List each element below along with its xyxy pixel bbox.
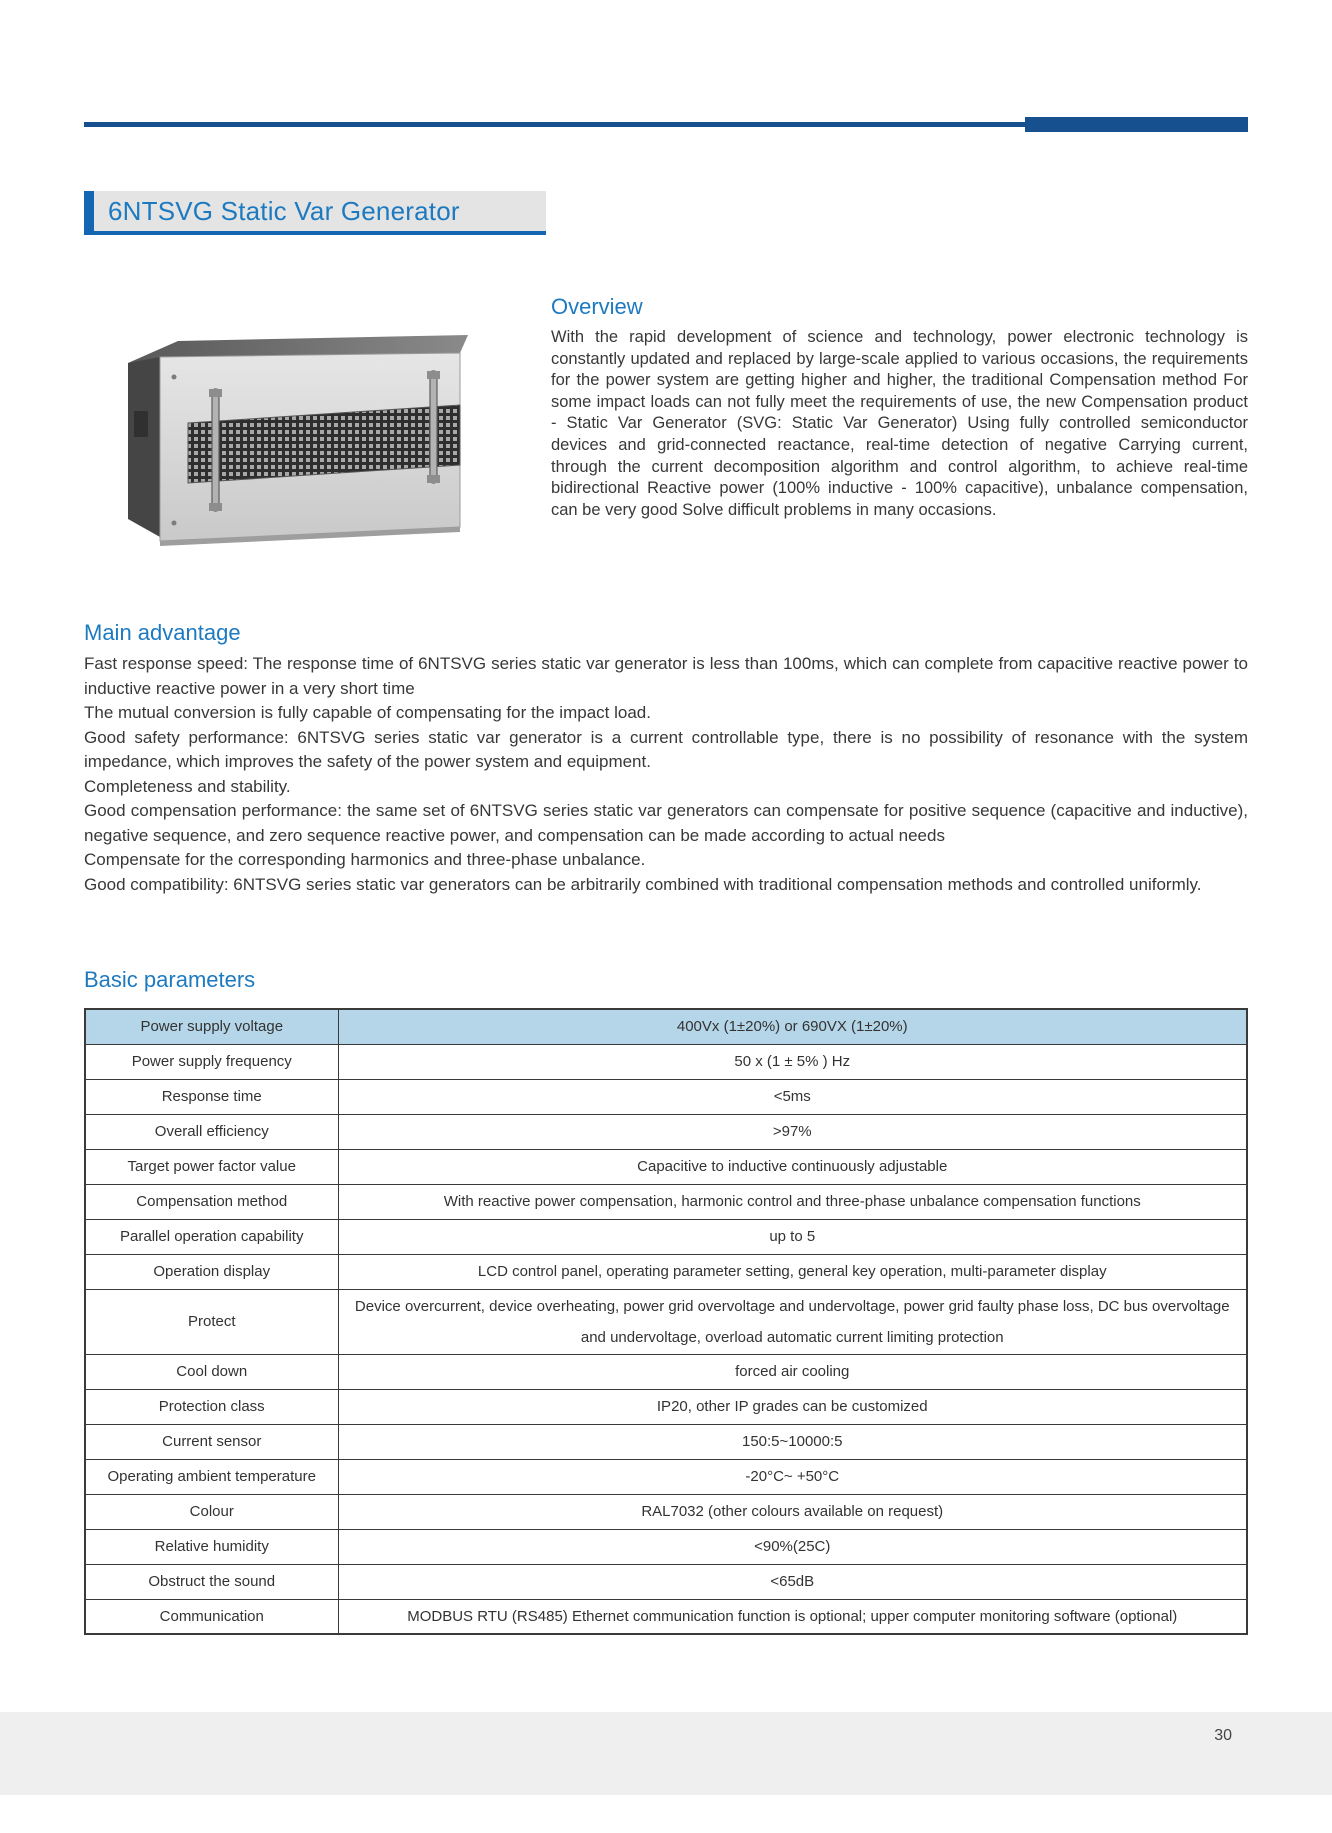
- parameters-table-body: [85, 1009, 1247, 1634]
- right-handle-cap-top: [427, 371, 440, 379]
- parameter-label: Power supply frequency: [85, 1044, 338, 1079]
- side-vent: [134, 411, 148, 437]
- parameter-value: LCD control panel, operating parameter setting, general key operation, multi-parameter display: [338, 1254, 1247, 1289]
- parameter-value: Device overcurrent, device overheating, power grid overvoltage and undervoltage, power grid faulty phase loss, DC bus overvoltage and undervoltage, overload automatic current limiting protection: [338, 1289, 1247, 1354]
- parameter-label: Current sensor: [85, 1424, 338, 1459]
- parameter-value: <5ms: [338, 1079, 1247, 1114]
- product-photo: [116, 331, 472, 547]
- header-rule-thin: [84, 122, 1025, 127]
- right-handle-cap-bottom: [427, 475, 440, 483]
- parameter-value: >97%: [338, 1114, 1247, 1149]
- parameter-label: Compensation method: [85, 1184, 338, 1219]
- main-advantage-items: [84, 652, 1248, 897]
- parameter-row: [85, 1009, 1247, 1044]
- parameter-row: [85, 1494, 1247, 1529]
- parameter-value: up to 5: [338, 1219, 1247, 1254]
- parameter-value: Capacitive to inductive continuously adjustable: [338, 1149, 1247, 1184]
- main-advantage-heading: Main advantage: [84, 620, 241, 645]
- parameter-value: 150:5~10000:5: [338, 1424, 1247, 1459]
- page-title: 6NTSVG Static Var Generator: [108, 195, 460, 226]
- parameter-label: Response time: [85, 1079, 338, 1114]
- parameter-row: [85, 1564, 1247, 1599]
- page-number: 30: [1214, 1727, 1232, 1744]
- cabinet-side: [128, 357, 160, 537]
- parameter-row: [85, 1459, 1247, 1494]
- parameter-label: Operating ambient temperature: [85, 1459, 338, 1494]
- parameter-label: Colour: [85, 1494, 338, 1529]
- parameter-label: Cool down: [85, 1354, 338, 1389]
- left-handle-cap-bottom: [209, 503, 222, 511]
- footer-band: [0, 1712, 1332, 1795]
- parameter-row: [85, 1254, 1247, 1289]
- advantage-item: Completeness and stability.: [84, 776, 291, 796]
- parameter-label: Protection class: [85, 1389, 338, 1424]
- parameter-row: [85, 1389, 1247, 1424]
- parameter-label: Relative humidity: [85, 1529, 338, 1564]
- parameter-value: With reactive power compensation, harmonic control and three-phase unbalance compensation functions: [338, 1184, 1247, 1219]
- parameter-value: 400Vx (1±20%) or 690VX (1±20%): [338, 1009, 1247, 1044]
- advantage-item: Good safety performance: 6NTSVG series static var generator is a current controllable type, there is no possibility of resonance with the system impedance, which improves the safety of the power system and equipment.: [84, 727, 1248, 771]
- left-handle-cap-top: [209, 389, 222, 397]
- parameter-label: Operation display: [85, 1254, 338, 1289]
- parameters-table: [84, 1008, 1248, 1635]
- header-rule-thick: [1025, 117, 1248, 132]
- parameter-label: Obstruct the sound: [85, 1564, 338, 1599]
- parameter-row: [85, 1114, 1247, 1149]
- right-handle: [430, 371, 437, 483]
- basic-parameters-heading: Basic parameters: [84, 967, 256, 992]
- parameter-row: [85, 1599, 1247, 1634]
- advantage-item: Fast response speed: The response time of 6NTSVG series static var generator is less than 100ms, which can complete from capacitive reactive power to inductive reactive power in a very short time: [84, 654, 1248, 698]
- parameter-label: Communication: [85, 1599, 338, 1634]
- basic-parameters-section: [84, 967, 1248, 1635]
- screw: [172, 521, 177, 526]
- svg-cabinet-illustration: [116, 331, 472, 547]
- parameter-label: Parallel operation capability: [85, 1219, 338, 1254]
- parameter-row: [85, 1424, 1247, 1459]
- parameter-row: [85, 1044, 1247, 1079]
- parameter-label: Power supply voltage: [85, 1009, 338, 1044]
- parameter-row: [85, 1354, 1247, 1389]
- advantage-item: The mutual conversion is fully capable of compensating for the impact load.: [84, 703, 651, 722]
- parameter-value: forced air cooling: [338, 1354, 1247, 1389]
- parameter-value: RAL7032 (other colours available on request): [338, 1494, 1247, 1529]
- parameter-value: 50 x (1 ± 5% ) Hz: [338, 1044, 1247, 1079]
- parameter-row: [85, 1289, 1247, 1354]
- main-advantage-section: [84, 620, 1248, 897]
- parameter-value: MODBUS RTU (RS485) Ethernet communication function is optional; upper computer monitoring software (optional): [338, 1599, 1247, 1634]
- parameter-label: Overall efficiency: [85, 1114, 338, 1149]
- parameter-value: IP20, other IP grades can be customized: [338, 1389, 1247, 1424]
- overview-body: With the rapid development of science and technology, power electronic technology is constantly updated and replaced by large-scale applied to various occasions, the requirements for the power system are getting higher and higher, the traditional Compensation method For some impact loads can not fully meet the requirements of use, the new Compensation product - Static Var Generator (SVG: Static Var Generator) Using fully controlled semiconductor devices and grid-connected reactance, real-time detection of negative Carrying current, through the current decomposition algorithm and control algorithm, to achieve real-time bidirectional Reactive power (100% inductive - 100% capacitive), unbalance compensation, can be very good Solve difficult problems in many occasions.: [551, 328, 1248, 519]
- parameter-row: [85, 1219, 1247, 1254]
- overview-section: [551, 294, 1248, 521]
- parameter-label: Protect: [85, 1289, 338, 1354]
- advantage-item: Good compensation performance: the same set of 6NTSVG series static var generators can compensate for positive sequence (capacitive and inductive), negative sequence, and zero sequence reactive power, and compensation can be made according to actual needs: [84, 801, 1248, 845]
- screw: [172, 375, 177, 380]
- left-handle: [212, 389, 219, 511]
- parameter-value: <90%(25C): [338, 1529, 1247, 1564]
- advantage-item: Compensate for the corresponding harmonics and three-phase unbalance.: [84, 850, 646, 869]
- overview-heading: Overview: [551, 294, 643, 319]
- title-block: [84, 191, 546, 235]
- parameter-row: [85, 1184, 1247, 1219]
- parameter-row: [85, 1149, 1247, 1184]
- parameter-value: -20°C~ +50°C: [338, 1459, 1247, 1494]
- parameter-value: <65dB: [338, 1564, 1247, 1599]
- parameter-row: [85, 1529, 1247, 1564]
- parameter-row: [85, 1079, 1247, 1114]
- parameter-label: Target power factor value: [85, 1149, 338, 1184]
- advantage-item: Good compatibility: 6NTSVG series static var generators can be arbitrarily combined with traditional compensation methods and controlled uniformly.: [84, 874, 1202, 894]
